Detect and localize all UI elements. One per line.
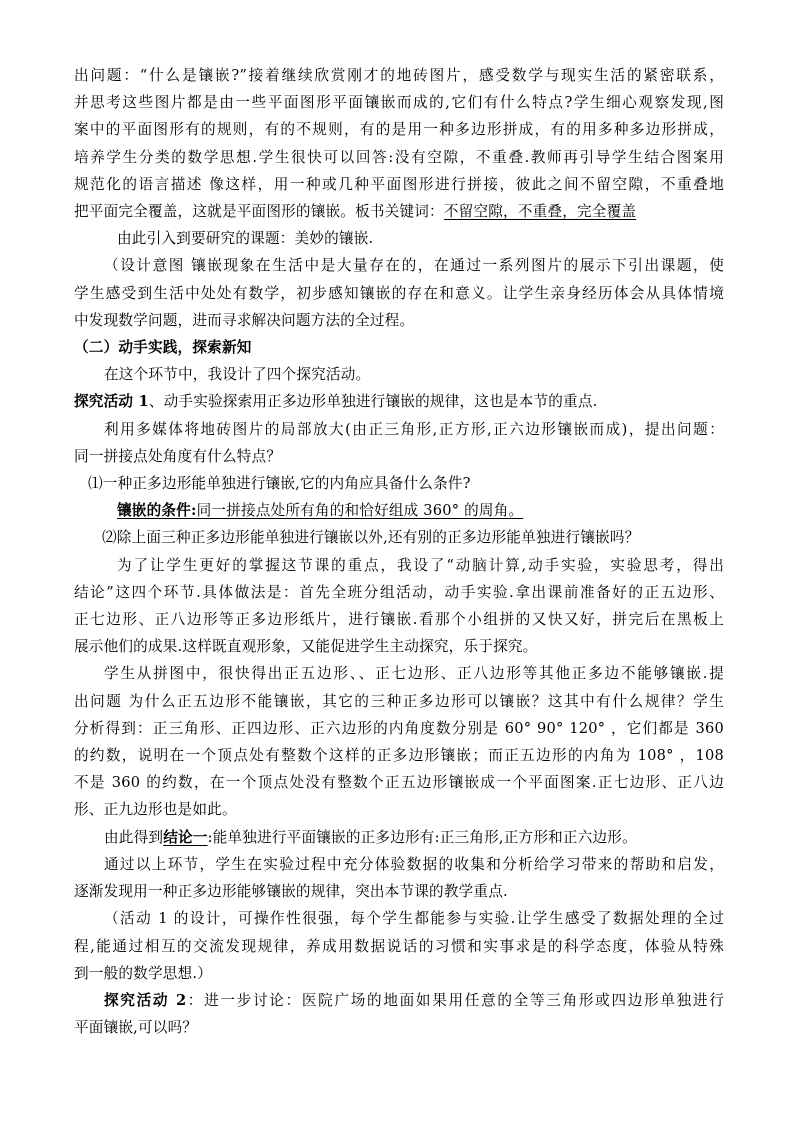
paragraph-line: 的约数，说明在一个顶点处有整数个这样的正多边形镶嵌；而正五边形的内角为 108° ，108 — [74, 747, 724, 765]
document-page — [74, 62, 724, 1041]
paragraph-line: 培养学生分类的数学思想.学生很快可以回答:没有空隙，不重叠.教师再引导学生结合图案用 — [74, 148, 724, 166]
paragraph-line: 出问题 为什么正五边形不能镶嵌，其它的三种正多边形可以镶嵌？这其中有什么规律？学生 — [74, 692, 724, 710]
paragraph-line: 学生从拼图中，很快得出正五边形、、正七边形、正八边形等其他正多边不能够镶嵌.提 — [104, 665, 724, 683]
activity2-title — [74, 987, 724, 1014]
paragraph-line — [74, 198, 724, 225]
design-intent-line: 学生感受到生活中处处有数学，初步感知镶嵌的存在和意义。让学生亲身经历体会从具体情境 — [74, 284, 724, 302]
question-1: ⑴一种正多边形能单独进行镶嵌,它的内角应具备什么条件? — [88, 475, 471, 493]
condition-line — [74, 497, 724, 524]
conclusion-label: 结论一 — [163, 828, 208, 846]
condition-label: 镶嵌的条件: — [117, 502, 197, 520]
design-intent-line: （设计意图 镶嵌现象在生活中是大量存在的，在通过一系列图片的展示下引出课题，使 — [104, 257, 724, 275]
section-heading: （二）动手实践，探索新知 — [74, 339, 252, 357]
activity1-title — [74, 388, 724, 415]
activity1-text: 、动手实验探索用正多边形单独进行镶嵌的规律，这也是本节的重点. — [148, 393, 598, 411]
keywords-underlined: 不留空隙，不重叠，完全覆盖 — [443, 203, 637, 221]
paragraph-line: 同一拼接点处角度有什么特点？ — [74, 447, 282, 465]
design-note-line: 程,能通过相互的交流发现规律，养成用数据说话的习惯和实事求是的科学态度，体验从特殊 — [74, 937, 724, 955]
question-2: ⑵除上面三种正多边形能单独进行镶嵌以外,还有别的正多边形能单独进行镶嵌吗？ — [102, 529, 640, 547]
paragraph-line: 规范化的语言描述 像这样，用一种或几种平面图形进行拼接，彼此之间不留空隙，不重叠地 — [74, 175, 724, 193]
paragraph-line: 由此引入到要研究的课题：美妙的镶嵌. — [117, 230, 374, 248]
activity2-text: ：进一步讨论：医院广场的地面如果用任意的全等三角形或四边形单独进行 — [186, 991, 724, 1009]
paragraph-line: 出问题：“什么是镶嵌?”接着继续欣赏刚才的地砖图片，感受数学与现实生活的紧密联系， — [74, 67, 724, 84]
paragraph-line: 结论”这四个环节.具体做法是：首先全班分组活动，动手实验.拿出课前准备好的正五边形、 — [74, 583, 724, 601]
design-intent-line: 中发现数学问题，进而寻求解决问题方法的全过程。 — [74, 311, 415, 329]
paragraph-line: 逐渐发现用一种正多边形能够镶嵌的规律，突出本节课的教学重点. — [74, 883, 508, 901]
conclusion-pre: 由此得到 — [104, 828, 164, 846]
design-note-line: 到一般的数学思想.） — [74, 964, 212, 982]
condition-text: 同一拼接点处所有角的和恰好组成 360° 的周角。 — [196, 502, 524, 520]
paragraph-line: 形、正九边形也是如此。 — [74, 801, 237, 819]
section-intro: 在这个环节中，我设计了四个探究活动。 — [104, 366, 371, 384]
paragraph-line: 为了让学生更好的掌握这节课的重点，我设了“动脑计算,动手实验，实验思考，得出 — [117, 556, 724, 574]
paragraph-line: 平面镶嵌,可以吗？ — [74, 1019, 198, 1037]
paragraph-line: 利用多媒体将地砖图片的局部放大(由正三角形,正方形,正六边形镶嵌而成)，提出问题： — [104, 420, 724, 438]
keyword-intro: 把平面完全覆盖，这就是平面图形的镶嵌。板书关键词： — [74, 203, 444, 221]
conclusion-line — [74, 824, 724, 851]
activity1-label: 探究活动 1 — [74, 393, 149, 411]
paragraph-line: 案中的平面图形有的规则，有的不规则，有的是用一种多边形拼成，有的用多种多边形拼成， — [74, 121, 724, 139]
design-note-line: （活动 1 的设计，可操作性很强，每个学生都能参与实验.让学生感受了数据处理的全过 — [104, 910, 724, 928]
paragraph-line: 并思考这些图片都是由一些平面图形平面镶嵌而成的,它们有什么特点?学生细心观察发现,图 — [74, 94, 724, 112]
paragraph-line: 展示他们的成果.这样既直观形象，又能促进学生主动探究，乐于探究。 — [74, 638, 538, 656]
paragraph-line: 正七边形、正八边形等正多边形纸片，进行镶嵌.看那个小组拼的又快又好，拼完后在黑板上 — [74, 611, 724, 629]
paragraph-line: 分析得到：正三角形、正四边形、正六边形的内角度数分别是 60° 90° 120° ，它们都是 360 — [74, 719, 724, 737]
paragraph-line: 通过以上环节，学生在实验过程中充分体验数据的收集和分析给学习带来的帮助和启发， — [104, 855, 724, 873]
activity2-label: 探究活动 2 — [104, 991, 187, 1009]
paragraph-line: 不是 360 的约数，在一个顶点处没有整数个正五边形镶嵌成一个平面图案.正七边形、正八边 — [74, 774, 724, 792]
conclusion-text: :能单独进行平面镶嵌的正多边形有:正三角形,正方形和正六边形。 — [207, 828, 637, 846]
